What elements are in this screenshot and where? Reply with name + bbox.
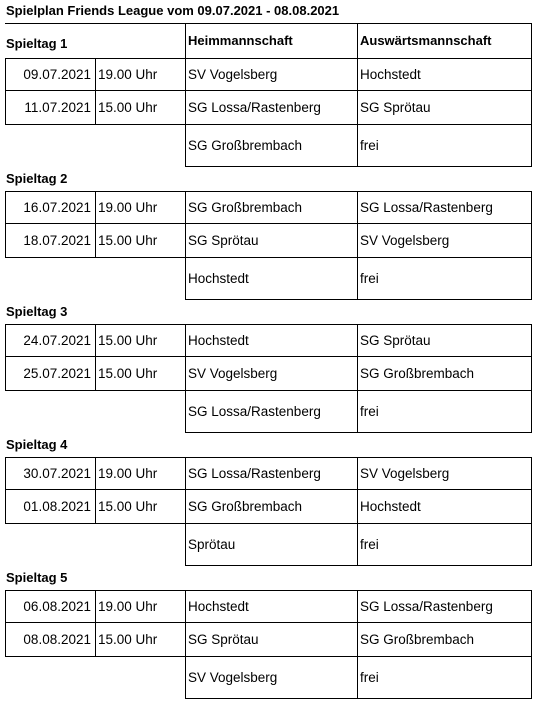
row-border	[185, 324, 186, 357]
row-border	[95, 356, 96, 391]
spieltag-label: Spieltag 2	[6, 171, 68, 186]
row-border	[357, 656, 358, 699]
away-team: frei	[360, 137, 379, 153]
away-team: Hochstedt	[360, 498, 421, 514]
away-team: Hochstedt	[360, 66, 421, 82]
row-border	[185, 191, 186, 224]
match-date: 16.07.2021	[23, 199, 91, 215]
row-border	[185, 489, 186, 524]
home-team: Hochstedt	[188, 598, 249, 614]
row-border	[357, 324, 358, 357]
away-team: SG Lossa/Rastenberg	[360, 199, 493, 215]
home-team: Hochstedt	[188, 270, 249, 286]
match-time: 19.00 Uhr	[98, 598, 158, 614]
match-time: 15.00 Uhr	[98, 232, 158, 248]
row-border	[531, 90, 532, 125]
home-team: Hochstedt	[188, 332, 249, 348]
away-team: frei	[360, 270, 379, 286]
header-top-border	[5, 23, 532, 24]
away-team: frei	[360, 536, 379, 552]
away-team: SV Vogelsberg	[360, 232, 450, 248]
row-border	[95, 590, 96, 623]
row-border	[357, 356, 358, 391]
match-date: 11.07.2021	[24, 99, 91, 115]
home-team: SG Großbrembach	[188, 498, 303, 514]
row-border	[95, 457, 96, 490]
away-team: SG Sprötau	[360, 332, 431, 348]
match-date	[5, 390, 95, 432]
row-border	[185, 457, 186, 490]
match-date: 06.08.2021	[23, 598, 91, 614]
spieltag-label: Spieltag 1	[6, 36, 68, 51]
row-border	[5, 622, 6, 657]
column-header-away: Auswärtsmannschaft	[360, 33, 492, 48]
match-date: 30.07.2021	[23, 465, 91, 481]
row-border	[5, 191, 6, 224]
away-team: frei	[360, 403, 379, 419]
row-border	[5, 489, 6, 524]
match-time: 19.00 Uhr	[98, 66, 158, 82]
column-header-home: Heimmannschaft	[188, 33, 293, 48]
home-team: SG Lossa/Rastenberg	[188, 465, 321, 481]
row-border	[95, 90, 96, 125]
header-divider	[357, 23, 358, 58]
spieltag-label: Spieltag 4	[6, 437, 68, 452]
match-time	[95, 390, 185, 432]
row-border	[95, 223, 96, 258]
home-team: SV Vogelsberg	[188, 66, 278, 82]
row-border	[531, 191, 532, 224]
home-team: SG Sprötau	[188, 232, 259, 248]
row-border	[531, 124, 532, 167]
match-time: 15.00 Uhr	[98, 498, 158, 514]
row-border	[185, 356, 186, 391]
row-border	[185, 523, 186, 566]
row-border	[95, 622, 96, 657]
row-border	[531, 257, 532, 300]
row-border	[357, 622, 358, 657]
away-team: SV Vogelsberg	[360, 465, 450, 481]
row-border	[357, 489, 358, 524]
home-team: SG Sprötau	[188, 631, 259, 647]
row-border	[185, 166, 532, 167]
home-team: Sprötau	[188, 536, 236, 552]
row-border	[185, 432, 532, 433]
away-team: SG Großbrembach	[360, 365, 475, 381]
match-date	[5, 523, 95, 565]
home-team: SV Vogelsberg	[188, 669, 278, 685]
match-time: 15.00 Uhr	[98, 99, 158, 115]
row-border	[95, 489, 96, 524]
row-border	[357, 257, 358, 300]
row-border	[357, 90, 358, 125]
row-border	[95, 324, 96, 357]
row-border	[357, 124, 358, 167]
row-border	[531, 356, 532, 391]
row-border	[357, 523, 358, 566]
row-border	[531, 457, 532, 490]
row-border	[185, 223, 186, 258]
home-team: SG Großbrembach	[188, 137, 303, 153]
row-border	[357, 191, 358, 224]
row-border	[5, 223, 6, 258]
match-time	[95, 656, 185, 698]
match-date	[5, 656, 95, 698]
row-border	[531, 489, 532, 524]
match-time: 19.00 Uhr	[98, 199, 158, 215]
spieltag-label: Spieltag 3	[6, 304, 68, 319]
row-border	[531, 656, 532, 699]
away-team: SG Lossa/Rastenberg	[360, 598, 493, 614]
match-date: 01.08.2021	[23, 498, 91, 514]
match-date: 09.07.2021	[23, 66, 91, 82]
row-border	[185, 698, 532, 699]
row-border	[5, 90, 6, 125]
document-title: Spielplan Friends League vom 09.07.2021 - 08.08.2021	[6, 3, 340, 18]
row-border	[185, 622, 186, 657]
row-border	[531, 58, 532, 91]
match-date: 25.07.2021	[23, 365, 91, 381]
spieltag-label: Spieltag 5	[6, 570, 68, 585]
away-team: SG Sprötau	[360, 99, 431, 115]
row-border	[357, 590, 358, 623]
row-border	[357, 223, 358, 258]
match-date: 24.07.2021	[23, 332, 91, 348]
away-team: frei	[360, 669, 379, 685]
match-time: 15.00 Uhr	[98, 365, 158, 381]
row-border	[531, 622, 532, 657]
row-border	[357, 457, 358, 490]
row-border	[95, 58, 96, 91]
row-border	[5, 324, 6, 357]
match-time	[95, 523, 185, 565]
home-team: SV Vogelsberg	[188, 365, 278, 381]
row-border	[185, 124, 186, 167]
row-border	[531, 223, 532, 258]
match-time	[95, 124, 185, 166]
row-border	[95, 191, 96, 224]
row-border	[185, 590, 186, 623]
match-time: 15.00 Uhr	[98, 332, 158, 348]
home-team: SG Lossa/Rastenberg	[188, 99, 321, 115]
row-border	[185, 390, 186, 433]
away-team: SG Großbrembach	[360, 631, 475, 647]
row-border	[185, 257, 186, 300]
row-border	[185, 565, 532, 566]
row-border	[5, 58, 6, 91]
row-border	[185, 656, 186, 699]
row-border	[185, 58, 186, 91]
row-border	[5, 590, 6, 623]
match-date: 08.08.2021	[23, 631, 91, 647]
match-time	[95, 257, 185, 299]
row-border	[531, 324, 532, 357]
header-divider	[531, 23, 532, 58]
match-time: 19.00 Uhr	[98, 465, 158, 481]
row-border	[357, 58, 358, 91]
row-border	[185, 299, 532, 300]
match-time: 15.00 Uhr	[98, 631, 158, 647]
home-team: SG Lossa/Rastenberg	[188, 403, 321, 419]
row-border	[531, 523, 532, 566]
home-team: SG Großbrembach	[188, 199, 303, 215]
match-date	[5, 257, 95, 299]
row-border	[5, 356, 6, 391]
row-border	[5, 457, 6, 490]
row-border	[185, 90, 186, 125]
header-divider	[185, 23, 186, 58]
row-border	[357, 390, 358, 433]
row-border	[531, 590, 532, 623]
row-border	[531, 390, 532, 433]
match-date	[5, 124, 95, 166]
match-date: 18.07.2021	[23, 232, 91, 248]
